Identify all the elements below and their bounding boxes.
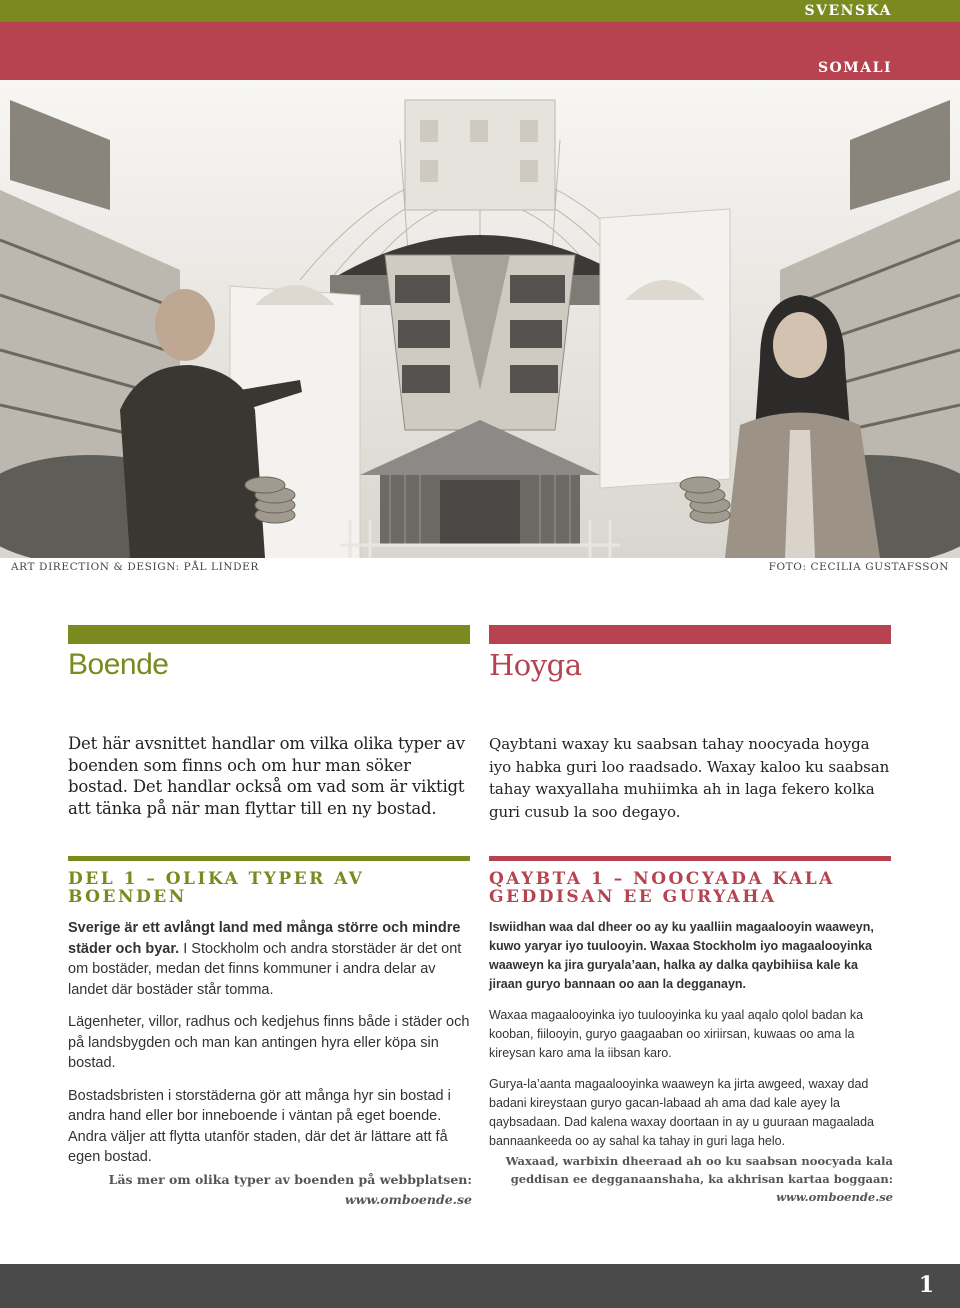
swedish-section-rule [68, 856, 470, 861]
page-footer [0, 1264, 960, 1308]
paragraph-3-swedish: Bostadsbristen i storstäderna gör att många hyr sin bostad i andra hand eller bor inneboende i väntan på eget boende. Andra väljer att flytta utanför staden, där det är lättare att få egen bostad. [68, 1087, 451, 1165]
photo-credit-design: ART DIRECTION & DESIGN: PÅL LINDER [11, 561, 259, 573]
read-more-link-swedish[interactable]: www.omboende.se [344, 1192, 472, 1207]
somali-title-bar [489, 625, 891, 644]
secondary-language-band [0, 22, 960, 80]
body-column-swedish [68, 918, 472, 1180]
read-more-swedish [68, 1170, 472, 1210]
read-more-text-somali: Waxaad, warbixin dheeraad ah oo ku saabsan noocyada kala geddisan ee degganaanshaha, ka akhrisan kartaa boggaan: [505, 1154, 893, 1186]
read-more-link-somali[interactable]: www.omboende.se [776, 1190, 893, 1204]
language-label-somali: SOMALI [817, 60, 892, 76]
swedish-title-bar [68, 625, 470, 644]
section-heading-swedish: DEL 1 – OLIKA TYPER AV BOENDEN [68, 869, 365, 907]
page-title-swedish: Boende [68, 648, 169, 681]
paragraph-1-somali: Iswiidhan waa dal dheer oo ay ku yaalliin magaalooyin waaweyn, kuwo yaryar iyo tuulooyin. Waxaa Stockholm iyo magaalooyinka waaweyn ka jira guryala’aan, halka ay dalka qaybihiisa kale ka jiraan guryo bannaan oo aan la degganayn. [489, 920, 874, 991]
intro-swedish: Det här avsnittet handlar om vilka olika typer av boenden som finns och om hur man söker bostad. Det handlar också om vad som är viktigt att tänka på när man flyttar till en ny bostad. [68, 734, 465, 818]
top-language-band [0, 0, 960, 22]
page-title-somali: Hoyga [489, 648, 582, 682]
paragraph-2-swedish: Lägenheter, villor, radhus och kedjehus finns både i städer och på landsbygden och man kan antingen hyra eller köpa sin bostad. [68, 1014, 470, 1071]
body-column-somali [489, 918, 893, 1163]
photo-collage-illustration [0, 80, 960, 558]
intro-somali: Qaybtani waxay ku saabsan tahay noocyada hoyga iyo habka guri loo raadsado. Waxay kaloo ku saabsan tahay waxyallaha muhiimka ah in laga fekero kolka guri cusub la soo degayo. [489, 735, 890, 821]
paragraph-1-swedish [68, 918, 472, 1000]
paragraph-2-somali: Waxaa magaalooyinka iyo tuulooyinka ku yaal aqalo qolol badan ka kooban, fiilooyin, guryo gaagaaban oo xiriirsan, kuwaas oo ama la kireysan karo ama la iibsan karo. [489, 1008, 864, 1060]
paragraph-3-somali: Gurya-la’aanta magaalooyinka waaweyn ka jirta awgeed, waxay dad badani kireystaan guryo gacan-labaad ah ama dad kale ayey la qaybsadaan. Dad kalena waxay doortaan in ay u guuraan magaalada bannaankeeda oo ay sahal ka tahay in guri laga helo. [489, 1077, 874, 1148]
read-more-somali [489, 1152, 893, 1206]
page-number: 1 [918, 1272, 934, 1298]
read-more-text-swedish: Läs mer om olika typer av boenden på webbplatsen: [108, 1172, 472, 1187]
paragraph-1-rest-swedish: I Stockholm och andra storstäder är det ont om bostäder, medan det finns kommuner i andra delar av landet där bostäder står tomma. [68, 940, 462, 998]
language-label-swedish: SVENSKA [804, 3, 892, 19]
somali-section-rule [489, 856, 891, 861]
paragraph-1-bold-swedish: Sverige är ett avlångt land med många större och mindre städer och byar. [68, 920, 461, 957]
photo-credit-photographer: FOTO: CECILIA GUSTAFSSON [768, 561, 949, 573]
hero-photo-collage [0, 80, 960, 558]
section-heading-somali: QAYBTA 1 – NOOCYADA KALA GEDDISAN EE GURYAHA [489, 869, 835, 907]
